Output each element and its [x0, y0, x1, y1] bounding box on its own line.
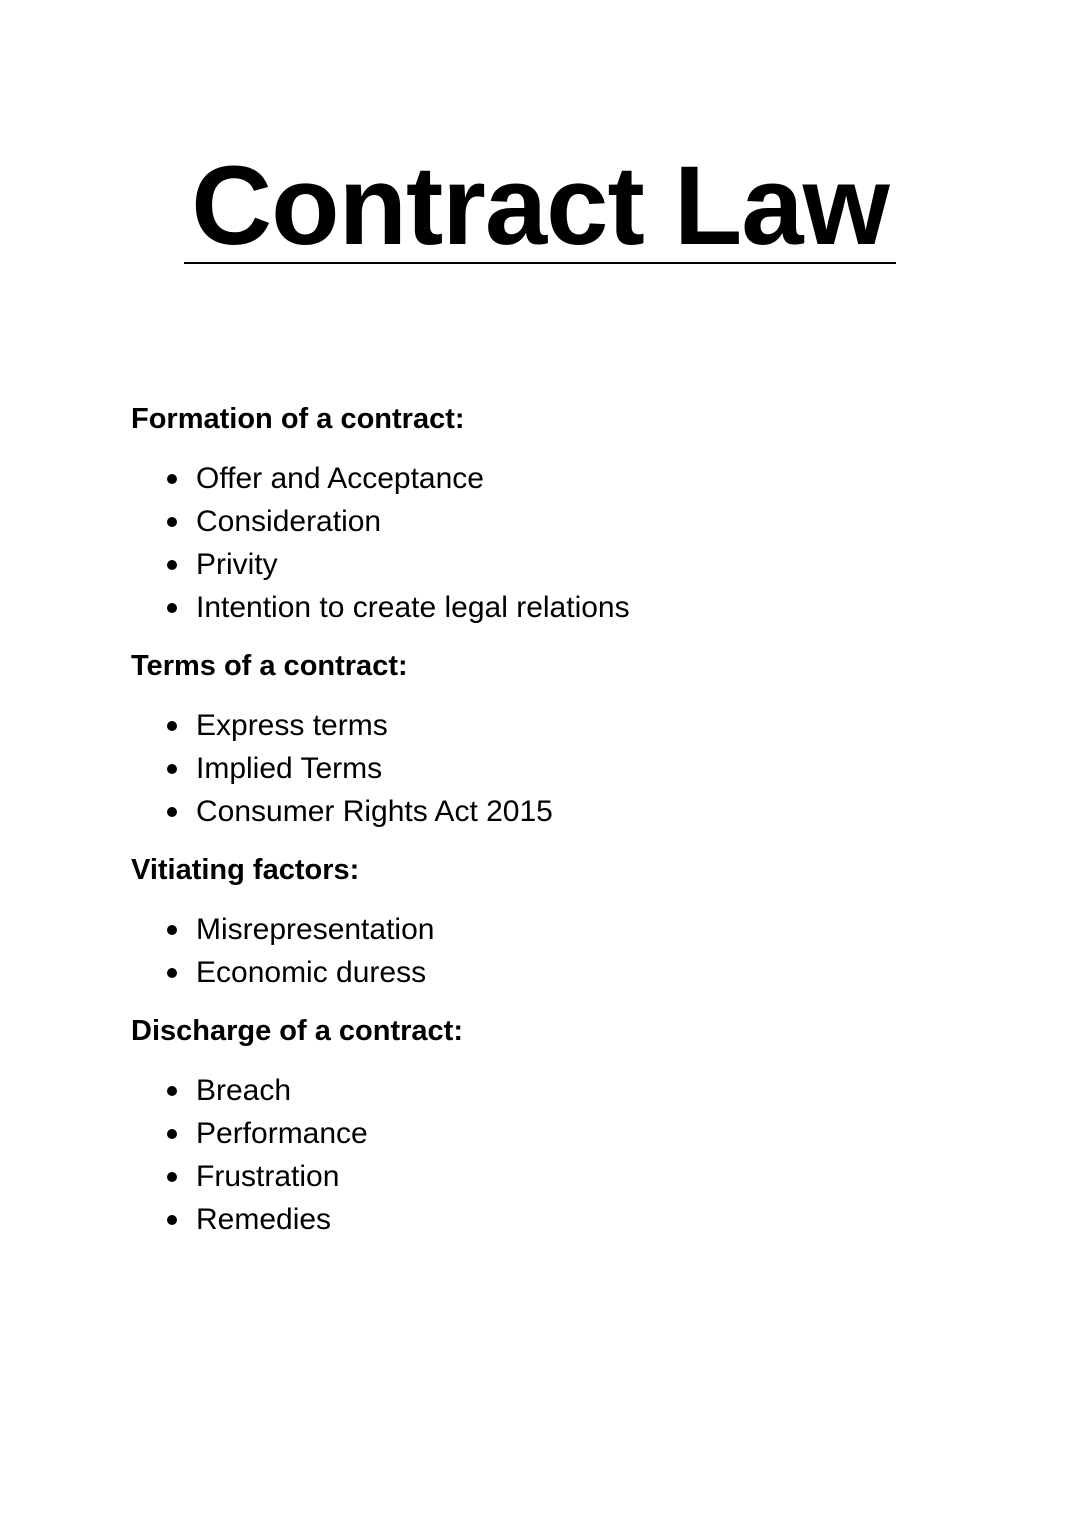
section-vitiating	[131, 851, 931, 994]
bullet-icon	[167, 764, 177, 774]
section-discharge	[131, 1012, 931, 1241]
bullet-icon	[167, 560, 177, 570]
list-item-text: Frustration	[196, 1160, 340, 1193]
bullet-icon	[167, 517, 177, 527]
list-item	[131, 1155, 931, 1198]
list-item-text: Remedies	[196, 1203, 332, 1236]
bullet-icon	[167, 721, 177, 731]
list-item	[131, 500, 931, 543]
list-item	[131, 704, 931, 747]
bullet-icon	[167, 603, 177, 613]
list-item	[131, 1112, 931, 1155]
list-item-text: Privity	[196, 548, 278, 581]
bullet-icon	[167, 1086, 177, 1096]
list-item	[131, 543, 931, 586]
list-item	[131, 457, 931, 500]
document-body	[131, 400, 931, 1259]
list-item	[131, 747, 931, 790]
bullet-icon	[167, 807, 177, 817]
bullet-list	[131, 704, 931, 833]
section-heading: Discharge of a contract:	[131, 1015, 463, 1047]
list-item-text: Performance	[196, 1117, 368, 1150]
list-item	[131, 790, 931, 833]
section-formation	[131, 400, 931, 629]
bullet-list	[131, 908, 931, 994]
list-item	[131, 1069, 931, 1112]
bullet-icon	[167, 474, 177, 484]
section-heading: Terms of a contract:	[131, 650, 408, 682]
list-item-text: Consumer Rights Act 2015	[196, 795, 553, 828]
list-item	[131, 586, 931, 629]
list-item-text: Consideration	[196, 505, 382, 538]
list-item-text: Offer and Acceptance	[196, 462, 484, 495]
bullet-icon	[167, 1172, 177, 1182]
list-item-text: Intention to create legal relations	[196, 591, 630, 624]
bullet-icon	[167, 1215, 177, 1225]
list-item-text: Breach	[196, 1074, 292, 1107]
list-item	[131, 1198, 931, 1241]
section-heading: Formation of a contract:	[131, 403, 465, 435]
list-item	[131, 908, 931, 951]
list-item-text: Implied Terms	[196, 752, 383, 785]
section-terms	[131, 647, 931, 833]
bullet-list	[131, 457, 931, 629]
list-item	[131, 951, 931, 994]
bullet-icon	[167, 925, 177, 935]
list-item-text: Misrepresentation	[196, 913, 435, 946]
section-heading: Vitiating factors:	[131, 854, 360, 886]
document-title: Contract Law	[184, 150, 896, 264]
title-block	[184, 143, 896, 268]
bullet-icon	[167, 1129, 177, 1139]
list-item-text: Express terms	[196, 709, 388, 742]
list-item-text: Economic duress	[196, 956, 427, 989]
bullet-icon	[167, 968, 177, 978]
bullet-list	[131, 1069, 931, 1241]
